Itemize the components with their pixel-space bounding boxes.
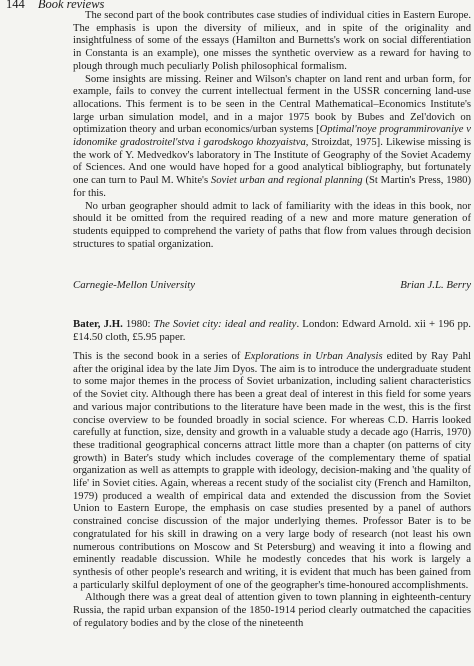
review-1-signature <box>73 279 471 292</box>
paragraph-2-text-b: , Stroizdat, 1975]. Likewise missing is the work of Y. Medvedkov's laboratory in The Institute of Geography of the Soviet Academy of Sciences. And one would have hoped for a good analytical bibliography, but fortunately one can turn to Paul M. White's <box>73 137 471 187</box>
review-2-paragraph-2: Although there was a great deal of attention given to town planning in eighteenth-century Russia, the rapid urban expansion of the 1850-1914 period clearly outmatched the capacities of regulatory bodies and by the close of the nineteenth <box>73 592 471 629</box>
review-2-body <box>73 351 471 630</box>
review-1-body <box>73 10 471 251</box>
book-author: Bater, J.H. <box>73 318 123 330</box>
review-1-paragraph-2 <box>73 74 471 201</box>
book-year: 1980: <box>122 318 154 330</box>
book-publisher: . London: Edward Arnold. xii + 196 pp. £14.50 cloth, £5.95 paper. <box>73 318 471 343</box>
book-title: The Soviet city: ideal and reality <box>153 318 297 330</box>
review-1-paragraph-1: The second part of the book contributes case studies of individual cities in Eastern Europe. The emphasis is upon the diversity of milieux, and in spite of the originality and insightfulness of some of the essays (Hamilton and Burnetts's work on social differentiation in Constanta is an example), one misses the synthetic overview as a reward for having to plough through much peculiarly Polish philosophical formalism. <box>73 10 471 72</box>
paragraph-1-text-b: edited by Ray Pahl after the original idea by the late Jim Dyos. The aim is to introduce the undergraduate student to some major themes in the process of Soviet urbanization, including salient characteristics of the Soviet city. Although there has been a great deal of interest in this field for some years and various major contributions to the literature have been made in the west, this is the first concise overview to be founded broadly in social science. For whereas C.D. Harris looked carefully at function, size, density and growth in a valuable study a decade ago (Harris, 1970) these traditional geographical concerns attract little more than a chapter (on patterns of city growth) in Bater's study which includes coverage of the complementary theme of spatial organization as well as attempts to grapple with ideology, decision-making and 'the quality of life' in Soviet cities. Again, whereas a recent study of the socialist city (French and Hamilton, 1979) produced a wealth of empirical data and extended the discussion from the Soviet Union to Eastern Europe, the emphasis on case studies presented by a panel of authors constrained concise discussion of the major underlying themes. Professor Bater is to be congratulated for his skill in drawing on a very large body of research (not least his own numerous contributions on Moscow and St Petersburg) and weaving it into a flowing and eminently readable discussion. While he modestly concedes that his work is largely a synthesis of other people's research and writing, it is evident that much has been gained from a particularly skilful deployment of one of the geographer's time-honoured accomplishments. <box>73 351 471 591</box>
review-2-paragraph-1 <box>73 351 471 592</box>
page-number: 144 <box>6 0 25 11</box>
reviewer-affiliation: Carnegie-Mellon University <box>73 279 196 291</box>
running-head-title: Book reviews <box>37 0 105 11</box>
reviewer-name: Brian J.L. Berry <box>400 279 471 291</box>
paragraph-1-text-a: This is the second book in a series of <box>73 351 245 362</box>
cited-book-title: Soviet urban and regional planning <box>210 175 363 187</box>
paragraph-2-text-a: Some insights are missing. Reiner and Wilson's chapter on land rent and urban form, for example, fails to convey the current intellectual ferment in the USSR concerning land-use allocations. This ferment is to be seen in the Central Mathematical–Economics Institute's large urban simulation model, and in a major 1975 book by Bubes and Zel'dovich on optimization theory and urban economics/urban systems [ <box>73 73 471 136</box>
series-title: Explorations in Urban Analysis <box>244 351 383 362</box>
russian-book-title: Optimal'noye programmirovaniye v idonomike gradostroitel'stva i garodskogo khozyaistva <box>73 124 471 149</box>
citation-line <box>73 318 471 343</box>
review-2-citation <box>73 318 471 343</box>
paragraph-2-text-c: (St Martin's Press, 1980) for this. <box>73 175 471 199</box>
review-1-paragraph-3: No urban geographer should admit to lack of familiarity with the ideas in this book, nor should it be omitted from the required reading of a new and more mature generation of students equipped to comprehend the variety of paths that flow from values through decision structures to spatial organization. <box>73 200 471 250</box>
